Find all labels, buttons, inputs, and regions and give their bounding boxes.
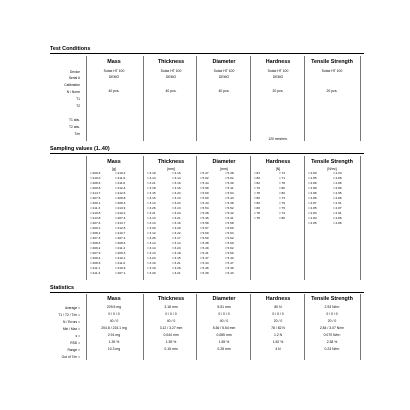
sample-value: ≈ 208.6 bbox=[90, 241, 101, 245]
sample-value: ≈ 209.3 bbox=[115, 251, 126, 255]
sample-value: ≈ 80 bbox=[254, 196, 260, 200]
sample-value: ≈ 3.26 bbox=[147, 206, 156, 210]
sv-header-2: Diameter bbox=[212, 159, 236, 165]
sv-divider-end bbox=[360, 156, 361, 280]
sample-value: ≈ 78 bbox=[279, 181, 285, 185]
sv-unit-3: [N] bbox=[275, 167, 281, 171]
sample-value: ≈ 2.84 bbox=[308, 216, 317, 220]
st-value: 0 / 0 / 0 bbox=[272, 312, 284, 316]
st-value: 0 / 0 / 0 bbox=[326, 312, 338, 316]
sample-value: ≈ 209.8 bbox=[115, 196, 126, 200]
sample-value: ≈ 80 bbox=[254, 176, 260, 180]
st-header-2: Diameter bbox=[212, 296, 236, 302]
tc-serial: DEMO bbox=[218, 75, 230, 79]
sample-value: ≈ 5.41 bbox=[225, 186, 234, 190]
sample-value: ≈ 211.3 bbox=[90, 271, 101, 275]
st-value: 0.044 mm bbox=[163, 333, 179, 337]
st-value: 1.52 % bbox=[272, 340, 284, 344]
sample-value: ≈ 3.13 bbox=[147, 201, 156, 205]
statistics-rule bbox=[50, 292, 364, 293]
st-value: 3.12 / 3.27 mm bbox=[159, 326, 183, 330]
sample-value: ≈ 3.19 bbox=[147, 171, 156, 175]
sample-value: ≈ 2.85 bbox=[308, 176, 317, 180]
st-divider-0 bbox=[86, 294, 87, 360]
st-value: 1.39 % bbox=[165, 340, 177, 344]
st-value: 20 / 0 bbox=[327, 319, 337, 323]
sample-value: ≈ 2.87 bbox=[308, 201, 317, 205]
tc-norm: 20 pcs. bbox=[272, 89, 284, 93]
st-label: Min / Max = bbox=[62, 327, 80, 331]
sample-value: ≈ 78 bbox=[254, 191, 260, 195]
sample-value: ≈ 5.39 bbox=[225, 266, 234, 270]
sample-value: ≈ 3.17 bbox=[172, 236, 181, 240]
sample-value: ≈ 2.86 bbox=[333, 221, 342, 225]
sample-value: ≈ 3.16 bbox=[172, 186, 181, 190]
sv-header-0: Mass bbox=[107, 159, 121, 165]
sample-value: ≈ 3.21 bbox=[172, 271, 181, 275]
sample-value: ≈ 3.24 bbox=[172, 201, 181, 205]
st-divider-4 bbox=[304, 294, 305, 360]
sv-divider-1 bbox=[143, 156, 144, 280]
sample-value: ≈ 5.39 bbox=[200, 271, 209, 275]
sample-value: ≈ 5.47 bbox=[200, 171, 209, 175]
sample-value: ≈ 3.24 bbox=[172, 211, 181, 215]
sample-value: ≈ 208.2 bbox=[90, 231, 101, 235]
tc-device: Sotax HT 100 bbox=[103, 69, 125, 73]
sv-header-4: Tensile Strength bbox=[311, 159, 353, 165]
st-value: 40 / 0 bbox=[219, 319, 229, 323]
sample-value: ≈ 2.85 bbox=[308, 206, 317, 210]
sample-value: ≈ 2.86 bbox=[333, 186, 342, 190]
sample-value: ≈ 5.62 bbox=[225, 246, 234, 250]
sample-value: ≈ 78 bbox=[254, 211, 260, 215]
tc-device: Sotax HT 100 bbox=[213, 69, 235, 73]
st-value: 5.51 mm bbox=[217, 305, 231, 309]
sample-value: ≈ 3.26 bbox=[147, 236, 156, 240]
sample-value: ≈ 5.60 bbox=[200, 191, 209, 195]
tc-divider-0 bbox=[86, 56, 87, 141]
sv-unit-0: [g] bbox=[112, 167, 116, 171]
sample-value: ≈ 2.91 bbox=[333, 201, 342, 205]
st-header-1: Thickness bbox=[157, 296, 185, 302]
sample-value: ≈ 3.21 bbox=[147, 181, 156, 185]
sample-value: ≈ 3.13 bbox=[147, 251, 156, 255]
sample-value: ≈ 3.16 bbox=[172, 221, 181, 225]
sv-header-3: Hardness bbox=[265, 159, 291, 165]
sample-value: ≈ 79 bbox=[254, 186, 260, 190]
sample-value: ≈ 2.83 bbox=[308, 211, 317, 215]
sample-value: ≈ 5.44 bbox=[200, 201, 209, 205]
sample-value: ≈ 207.1 bbox=[115, 271, 126, 275]
st-value: 0.085 mm bbox=[216, 333, 232, 337]
sample-value: ≈ 2.89 bbox=[308, 186, 317, 190]
tc-label: T2 abs. bbox=[69, 125, 80, 129]
sample-value: ≈ 3.20 bbox=[147, 271, 156, 275]
st-header-4: Tensile Strength bbox=[311, 296, 353, 302]
test-conditions-rule bbox=[50, 53, 364, 54]
sample-value: ≈ 212.4 bbox=[115, 186, 126, 190]
tc-divider-4 bbox=[304, 56, 305, 141]
st-value: 2.84 / 3.07 N/m² bbox=[319, 326, 345, 330]
sample-value: ≈ 80 bbox=[254, 201, 260, 205]
tc-divider-end bbox=[360, 56, 361, 141]
sample-value: ≈ 82 bbox=[254, 181, 260, 185]
sample-value: ≈ 209.6 bbox=[90, 171, 101, 175]
sample-value: ≈ 5.58 bbox=[200, 221, 209, 225]
sv-divider-2 bbox=[196, 156, 197, 280]
st-value: 80 N bbox=[274, 305, 282, 309]
sample-value: ≈ 214.7 bbox=[90, 191, 101, 195]
st-label: Average = bbox=[64, 306, 80, 310]
st-value: 204.8 / 215.1 mg bbox=[101, 326, 127, 330]
tc-label: Device bbox=[69, 70, 80, 74]
sample-value: ≈ 210.7 bbox=[115, 231, 126, 235]
sample-value: ≈ 209.2 bbox=[90, 246, 101, 250]
sample-value: ≈ 80 bbox=[279, 186, 285, 190]
sample-value: ≈ 3.19 bbox=[147, 261, 156, 265]
sample-value: ≈ 5.58 bbox=[225, 221, 234, 225]
sample-value: ≈ 80 bbox=[279, 216, 285, 220]
sample-value: ≈ 5.64 bbox=[225, 191, 234, 195]
tc-label: T1 bbox=[76, 97, 80, 101]
sample-value: ≈ 3.13 bbox=[147, 221, 156, 225]
sample-value: ≈ 5.60 bbox=[225, 241, 234, 245]
tc-device: Sotax HT 100 bbox=[160, 69, 182, 73]
sample-value: ≈ 5.60 bbox=[200, 231, 209, 235]
tc-norm: 40 pcs. bbox=[218, 89, 230, 93]
sample-value: ≈ 78 bbox=[254, 216, 260, 220]
sample-value: ≈ 3.16 bbox=[172, 171, 181, 175]
sample-value: ≈ 3.15 bbox=[147, 191, 156, 195]
st-value: 40 / 0 bbox=[109, 319, 119, 323]
sample-value: ≈ 211.4 bbox=[115, 246, 126, 250]
sample-value: ≈ 5.57 bbox=[200, 226, 209, 230]
sample-value: ≈ 5.46 bbox=[200, 266, 209, 270]
st-value: 209.5 mg bbox=[106, 305, 122, 309]
sample-value: ≈ 3.13 bbox=[147, 216, 156, 220]
tc-header-0: Mass bbox=[107, 59, 121, 65]
sample-value: ≈ 3.14 bbox=[172, 176, 181, 180]
tc-divider-3 bbox=[250, 56, 251, 141]
st-value: 0 / 0 / 0 bbox=[218, 312, 230, 316]
st-value: 78 / 82 N bbox=[271, 326, 285, 330]
sample-value: ≈ 5.43 bbox=[225, 196, 234, 200]
st-value: 1.39 % bbox=[108, 340, 120, 344]
tc-label: Serial # bbox=[68, 76, 80, 80]
sample-value: ≈ 3.12 bbox=[147, 231, 156, 235]
st-value: 20 / 0 bbox=[273, 319, 283, 323]
st-label: Out of T/m = bbox=[61, 355, 80, 359]
tc-norm: 20 pcs. bbox=[326, 89, 338, 93]
sv-unit-1: [mm] bbox=[167, 167, 175, 171]
sample-value: ≈ 5.38 bbox=[225, 201, 234, 205]
sample-value: ≈ 2.86 bbox=[308, 196, 317, 200]
sample-value: ≈ 5.60 bbox=[225, 226, 234, 230]
tc-device: Sotax HT 100 bbox=[321, 69, 343, 73]
sv-unit-4: [N/m²] bbox=[327, 167, 337, 171]
sample-value: ≈ 3.21 bbox=[172, 216, 181, 220]
sample-value: ≈ 209.1 bbox=[90, 201, 101, 205]
statistics-title: Statistics bbox=[50, 285, 74, 291]
sample-value: ≈ 80 bbox=[254, 206, 260, 210]
sample-value: ≈ 3.14 bbox=[147, 246, 156, 250]
sample-value: ≈ 3.14 bbox=[147, 241, 156, 245]
sample-value: ≈ 210.0 bbox=[90, 176, 101, 180]
sample-value: ≈ 3.13 bbox=[172, 206, 181, 210]
sv-unit-2: [mm] bbox=[220, 167, 228, 171]
sample-value: ≈ 5.38 bbox=[200, 211, 209, 215]
sample-value: ≈ 79 bbox=[279, 201, 285, 205]
st-label: RSD = bbox=[70, 341, 80, 345]
st-value: 4 N bbox=[275, 347, 281, 351]
st-value: 0.070 N/m² bbox=[323, 333, 341, 337]
tc-serial: DEMO bbox=[165, 75, 177, 79]
sample-value: ≈ 211.1 bbox=[90, 266, 101, 270]
sample-value: ≈ 3.18 bbox=[147, 186, 156, 190]
st-value: 0.23 N/m² bbox=[324, 347, 340, 351]
sample-value: ≈ 2.86 bbox=[333, 181, 342, 185]
sv-divider-3 bbox=[250, 156, 251, 280]
st-label: Range = bbox=[67, 348, 80, 352]
sample-value: ≈ 210.8 bbox=[90, 211, 101, 215]
sample-value: ≈ 3.20 bbox=[172, 226, 181, 230]
tc-divider-1 bbox=[143, 56, 144, 141]
sample-value: ≈ 3.16 bbox=[172, 181, 181, 185]
sample-value: ≈ 2.80 bbox=[308, 171, 317, 175]
tc-norm: 40 pcs. bbox=[165, 89, 177, 93]
tc-device: Sotax HT 100 bbox=[267, 69, 289, 73]
sample-value: ≈ 2.88 bbox=[333, 176, 342, 180]
sample-value: ≈ 211.9 bbox=[115, 176, 126, 180]
tc-header-1: Thickness bbox=[157, 59, 185, 65]
sample-value: ≈ 3.21 bbox=[172, 261, 181, 265]
sample-value: ≈ 209.1 bbox=[90, 226, 101, 230]
sample-value: ≈ 211.6 bbox=[115, 261, 126, 265]
st-header-0: Mass bbox=[107, 296, 121, 302]
st-label: s = bbox=[75, 334, 80, 338]
tc-header-3: Hardness bbox=[265, 59, 291, 65]
st-value: 0.28 mm bbox=[217, 347, 231, 351]
st-label: N / Errors = bbox=[63, 320, 80, 324]
tc-tm: 120 mm/min. bbox=[268, 137, 288, 141]
st-label: T1 / T2 / T/m = bbox=[58, 313, 80, 317]
sample-value: ≈ 5.43 bbox=[225, 271, 234, 275]
sample-value: ≈ 5.39 bbox=[225, 181, 234, 185]
sample-value: ≈ 207.3 bbox=[90, 236, 101, 240]
sample-value: ≈ 210.2 bbox=[115, 171, 126, 175]
sample-value: ≈ 5.38 bbox=[200, 241, 209, 245]
sample-value: ≈ 3.15 bbox=[172, 256, 181, 260]
sample-value: ≈ 5.46 bbox=[200, 216, 209, 220]
sample-value: ≈ 3.13 bbox=[172, 196, 181, 200]
tc-label: Calibration bbox=[64, 83, 80, 87]
st-divider-3 bbox=[250, 294, 251, 360]
st-header-3: Hardness bbox=[265, 296, 291, 302]
sample-value: ≈ 2.04 bbox=[333, 171, 342, 175]
sampling-rule bbox=[50, 153, 364, 154]
st-value: 2.91 mg bbox=[107, 333, 121, 337]
sample-value: ≈ 80 bbox=[279, 191, 285, 195]
st-value: 0.15 mm bbox=[164, 347, 178, 351]
sample-value: ≈ 2.95 bbox=[333, 191, 342, 195]
sample-value: ≈ 75 bbox=[279, 206, 285, 210]
st-value: 10.3 mg bbox=[107, 347, 121, 351]
tc-label: N / Norm bbox=[66, 90, 80, 94]
sample-value: ≈ 3.22 bbox=[172, 231, 181, 235]
sample-value: ≈ 5.41 bbox=[225, 216, 234, 220]
sample-value: ≈ 2.86 bbox=[308, 191, 317, 195]
sample-value: ≈ 208.6 bbox=[90, 261, 101, 265]
st-value: 1.55 % bbox=[218, 340, 230, 344]
sample-value: ≈ 5.62 bbox=[200, 176, 209, 180]
sample-value: ≈ 208.6 bbox=[115, 241, 126, 245]
sample-value: ≈ 209.8 bbox=[90, 186, 101, 190]
st-value: 2.38 % bbox=[326, 340, 338, 344]
sample-value: ≈ 3.18 bbox=[172, 251, 181, 255]
sample-value: ≈ 210.9 bbox=[115, 266, 126, 270]
st-value: 3.18 mm bbox=[164, 305, 178, 309]
sample-value: ≈ 213.9 bbox=[115, 206, 126, 210]
sample-value: ≈ 3.24 bbox=[172, 246, 181, 250]
sample-value: ≈ 211.8 bbox=[115, 181, 126, 185]
sample-value: ≈ 210.1 bbox=[115, 256, 126, 260]
tc-header-4: Tensile Strength bbox=[311, 59, 353, 65]
sample-value: ≈ 5.42 bbox=[225, 211, 234, 215]
sample-value: ≈ 5.52 bbox=[225, 206, 234, 210]
st-value: 40 / 0 bbox=[166, 319, 176, 323]
tc-label: T/m bbox=[74, 132, 80, 136]
tc-header-2: Diameter bbox=[212, 59, 236, 65]
sample-value: ≈ 5.64 bbox=[225, 231, 234, 235]
sample-value: ≈ 5.47 bbox=[200, 256, 209, 260]
sv-header-1: Thickness bbox=[157, 159, 185, 165]
sample-value: ≈ 2.85 bbox=[308, 221, 317, 225]
sample-value: ≈ 207.4 bbox=[115, 216, 126, 220]
sample-value: ≈ 5.60 bbox=[225, 251, 234, 255]
sample-value: ≈ 5.54 bbox=[200, 206, 209, 210]
sample-value: ≈ 3.24 bbox=[147, 256, 156, 260]
sample-value: ≈ 207.1 bbox=[115, 236, 126, 240]
sample-value: ≈ 3.21 bbox=[147, 211, 156, 215]
sample-value: ≈ 2.89 bbox=[308, 181, 317, 185]
tc-label: T1 abs. bbox=[69, 118, 80, 122]
st-value: 5.36 / 5.64 mm bbox=[212, 326, 236, 330]
sample-value: ≈ 5.58 bbox=[200, 186, 209, 190]
sv-divider-0 bbox=[86, 156, 87, 280]
sample-value: ≈ 209.4 bbox=[90, 256, 101, 260]
sample-value: ≈ 2.87 bbox=[333, 206, 342, 210]
sample-value: ≈ 5.43 bbox=[225, 256, 234, 260]
sampling-title: Sampling values (1..40) bbox=[50, 146, 110, 152]
sample-value: ≈ 208.6 bbox=[90, 181, 101, 185]
sv-divider-4 bbox=[304, 156, 305, 280]
sample-value: ≈ 5.47 bbox=[225, 261, 234, 265]
sample-value: ≈ 3.24 bbox=[172, 191, 181, 195]
sample-value: ≈ 210.2 bbox=[115, 211, 126, 215]
sample-value: ≈ 74 bbox=[279, 171, 285, 175]
sample-value: ≈ 5.38 bbox=[225, 171, 234, 175]
sample-value: ≈ 5.41 bbox=[200, 251, 209, 255]
tc-label: T2 bbox=[76, 104, 80, 108]
sample-value: ≈ 2.91 bbox=[333, 211, 342, 215]
sample-value: ≈ 5.44 bbox=[200, 261, 209, 265]
sample-value: ≈ 5.44 bbox=[200, 181, 209, 185]
tc-norm: 40 pcs. bbox=[108, 89, 120, 93]
tc-serial: DEMO bbox=[108, 75, 120, 79]
sample-value: ≈ 2.86 bbox=[333, 216, 342, 220]
st-value: 0 / 0 / 0 bbox=[108, 312, 120, 316]
sample-value: ≈ 5.60 bbox=[200, 196, 209, 200]
sample-value: ≈ 207.6 bbox=[90, 196, 101, 200]
sample-value: ≈ 74 bbox=[279, 211, 285, 215]
sample-value: ≈ 213.7 bbox=[115, 221, 126, 225]
sample-value: ≈ 2.86 bbox=[333, 196, 342, 200]
sample-value: ≈ 213.8 bbox=[90, 216, 101, 220]
sample-value: ≈ 211.3 bbox=[90, 206, 101, 210]
st-value: 1.2 N bbox=[273, 333, 283, 337]
tc-serial: DEMO bbox=[272, 75, 284, 79]
sample-value: ≈ 212.6 bbox=[115, 191, 126, 195]
sample-value: ≈ 3.14 bbox=[172, 241, 181, 245]
sample-value: ≈ 5.49 bbox=[200, 246, 209, 250]
st-divider-end bbox=[360, 294, 361, 360]
sample-value: ≈ 3.19 bbox=[147, 266, 156, 270]
st-divider-1 bbox=[143, 294, 144, 360]
sample-value: ≈ 207.6 bbox=[90, 221, 101, 225]
sample-value: ≈ 71 bbox=[279, 176, 285, 180]
sample-value: ≈ 5.62 bbox=[225, 176, 234, 180]
sample-value: ≈ 3.14 bbox=[147, 176, 156, 180]
sample-value: ≈ 73 bbox=[279, 196, 285, 200]
sample-value: ≈ 208.3 bbox=[115, 201, 126, 205]
sample-value: ≈ 3.20 bbox=[147, 226, 156, 230]
sample-value: ≈ 207.9 bbox=[90, 251, 101, 255]
sample-value: ≈ 5.59 bbox=[200, 236, 209, 240]
st-value: 0 / 0 / 0 bbox=[165, 312, 177, 316]
sample-value: ≈ 5.62 bbox=[225, 236, 234, 240]
test-conditions-title: Test Conditions bbox=[50, 46, 91, 52]
sample-value: ≈ 3.26 bbox=[172, 266, 181, 270]
sample-value: ≈ 3.16 bbox=[147, 196, 156, 200]
st-value: 2.93 N/m² bbox=[324, 305, 340, 309]
sample-value: ≈ 212.5 bbox=[115, 226, 126, 230]
sample-value: ≈ 81 bbox=[254, 171, 260, 175]
